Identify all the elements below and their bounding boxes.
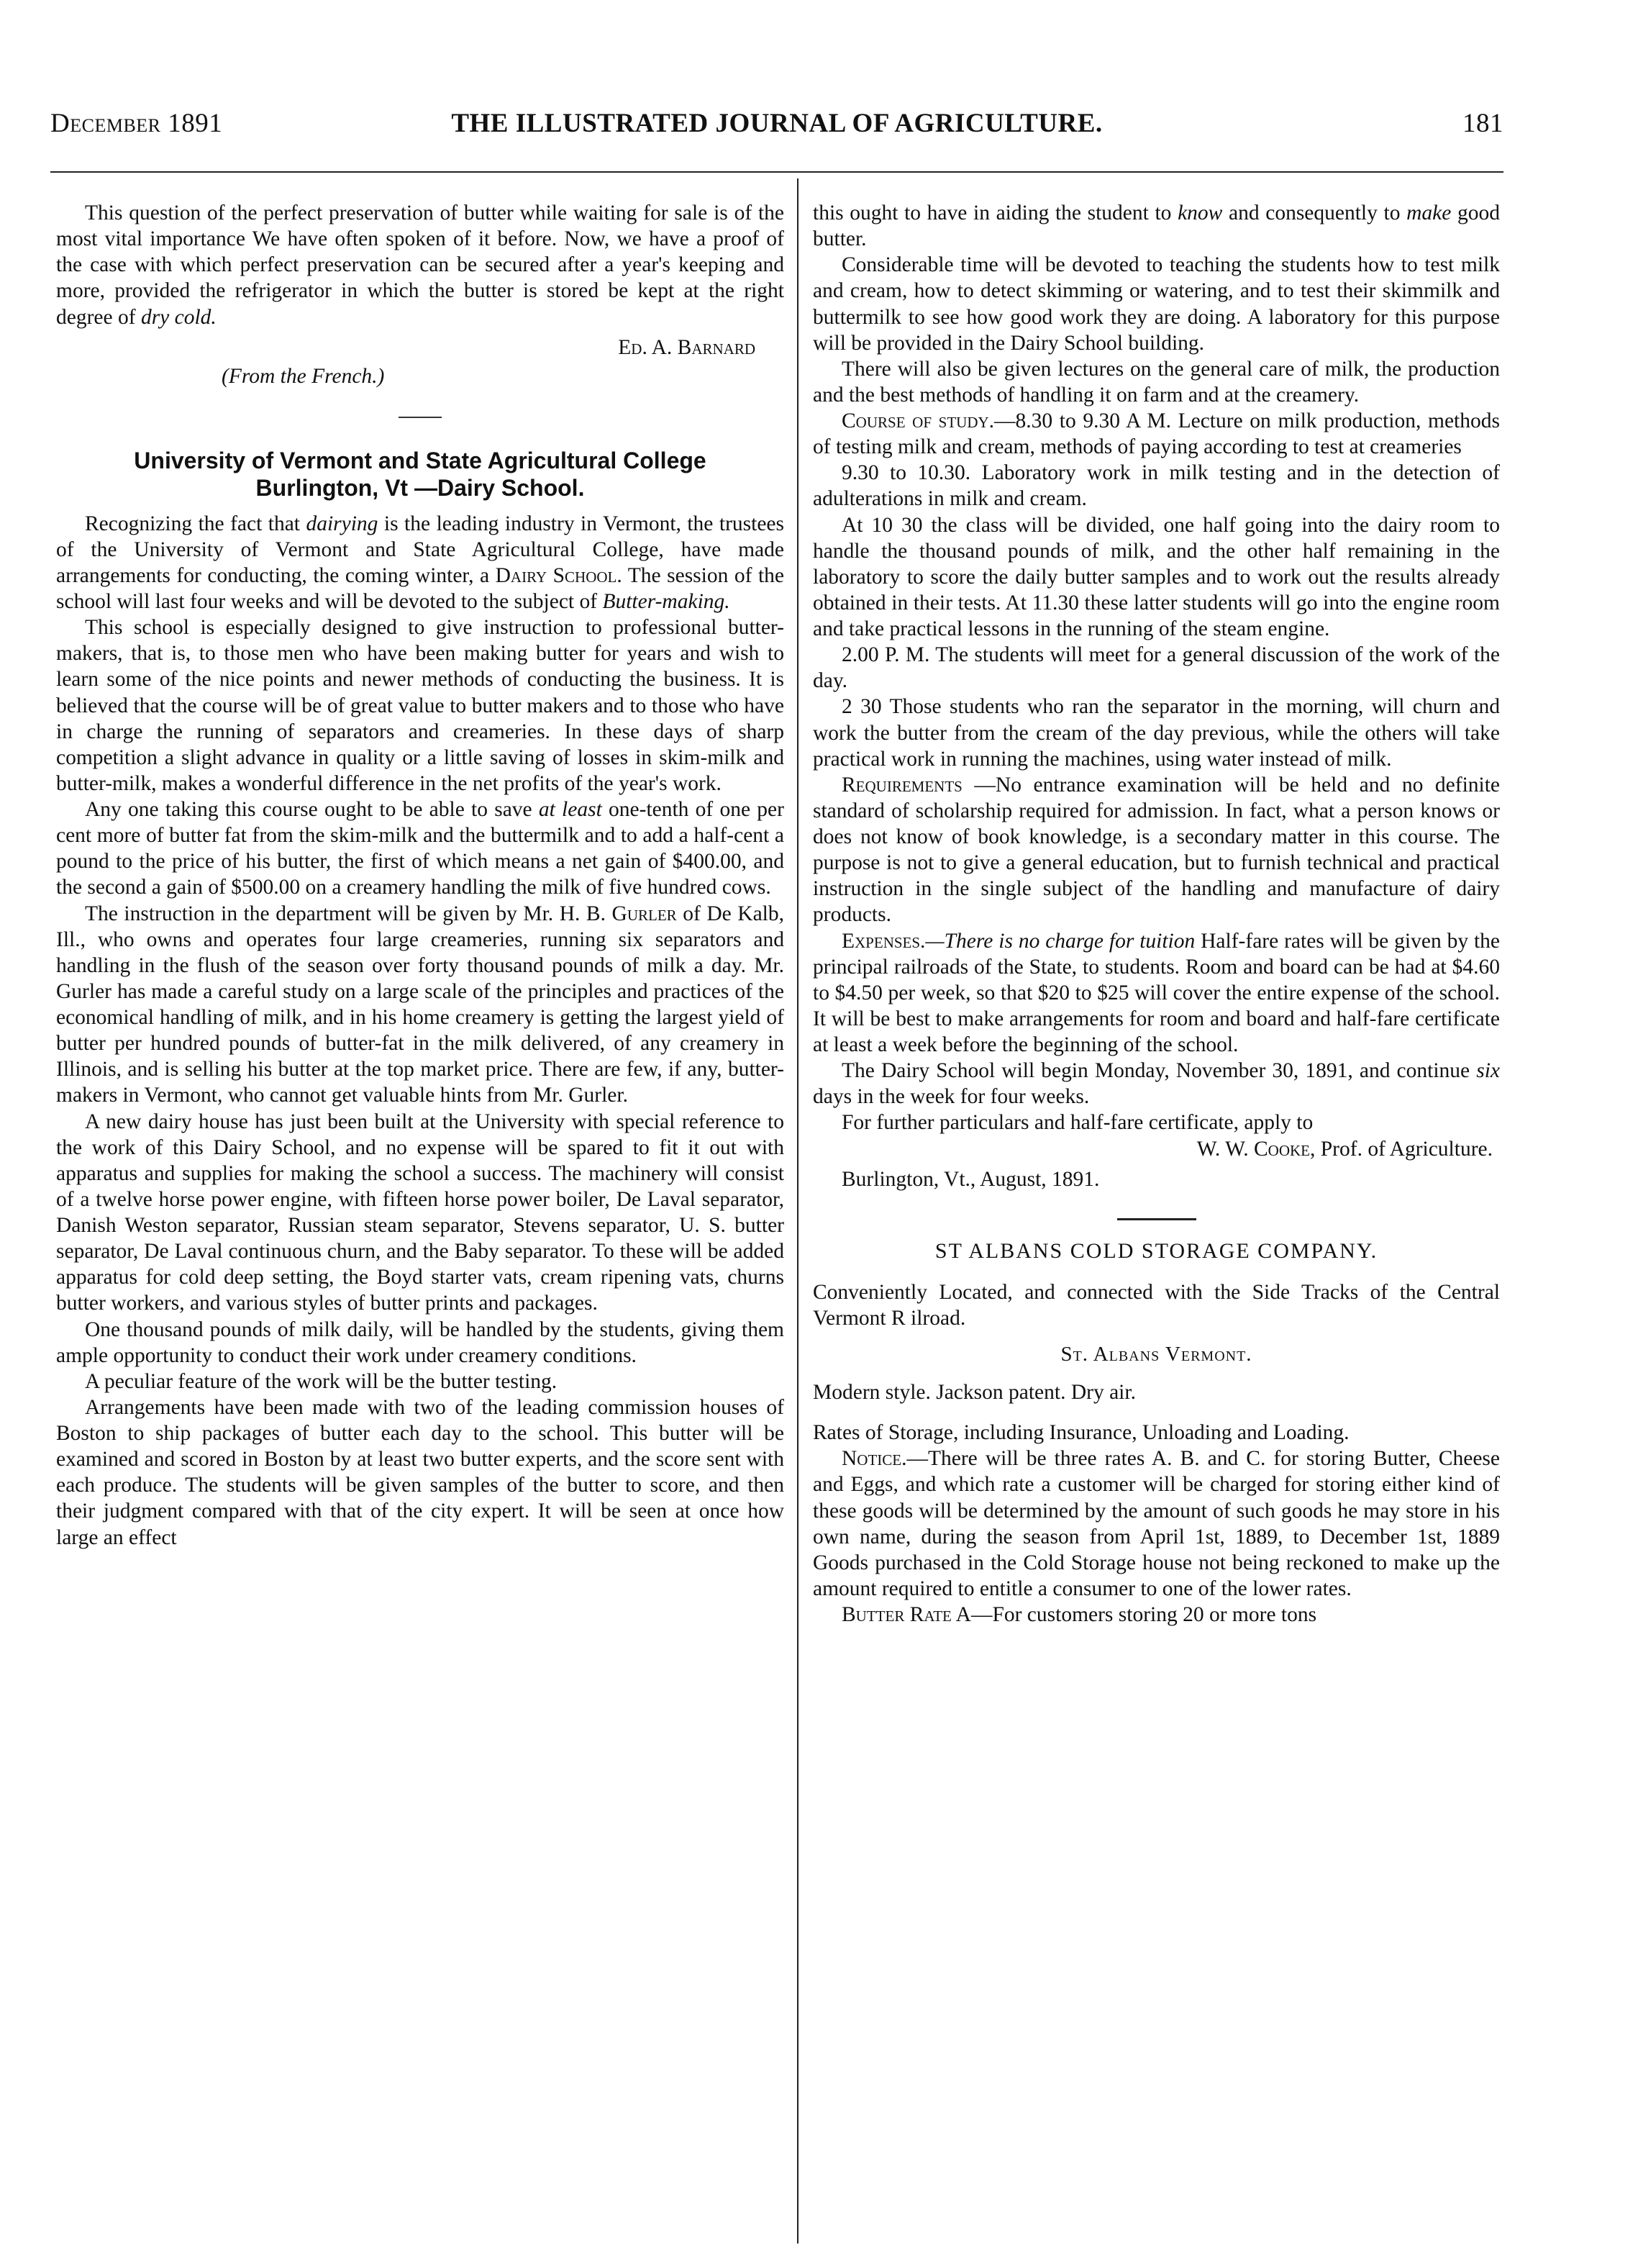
article-paragraph: 2.00 P. M. The students will meet for a general discussion of the work of the day. bbox=[813, 643, 1500, 693]
column-rule bbox=[797, 178, 798, 2244]
journal-title: THE ILLUSTRATED JOURNAL OF AGRICULTURE. bbox=[451, 109, 1103, 138]
article-paragraph: The instruction in the department will be given by Mr. H. B. Gurler of De Kalb, Ill., who owns and operates four large creameries, running six separators and handling in the flush of the season over forty thousand pounds of milk a day. Mr. Gurler has made a careful study on a large scale of the principles and practices of the economical handling of milk, and in his home creamery is getting the largest yield of butter per hundred pounds of butter-fat in the milk delivered, of any creamery in Illinois, and is selling his butter at the top market price. There are few, if any, butter-makers in Vermont, who cannot get valuable hints from Mr. Gurler. bbox=[56, 902, 784, 1107]
article-dateline: Burlington, Vt., August, 1891. bbox=[842, 1167, 1100, 1191]
article-paragraph: 9.30 to 10.30. Laboratory work in milk testing and in the detection of adulterations in milk and cream. bbox=[813, 461, 1500, 511]
page-number: 181 bbox=[1462, 109, 1503, 138]
article-paragraph: One thousand pounds of milk daily, will be handled by the students, giving them ample opportunity to conduct their work under creamery conditions. bbox=[56, 1317, 784, 1367]
separator-rule bbox=[1117, 1218, 1196, 1220]
article-paragraph: Requirements —No entrance examination will be held and no definite standard of scholarship required for admission. In fact, what a person knows or does not know of book knowledge, is a secondary matter in this course. The purpose is not to give a general education, but to furnish technical and practical instruction in the single subject of the handling and manufacture of dairy products. bbox=[813, 773, 1500, 927]
article-paragraph: At 10 30 the class will be divided, one half going into the dairy room to handle the thousand pounds of milk, and the other half remaining in the laboratory to score the daily butter samples and to work out the results already obtained in their tests. At 11.30 these latter students will go into the engine room and take practical lessons in the running of the steam engine. bbox=[813, 513, 1500, 640]
article-paragraph: Considerable time will be devoted to teaching the students how to test milk and cream, how to detect skimming or watering, and to test their skimmilk and buttermilk to see how good work they are doing. A laboratory for this purpose will be provided in the Dairy School building. bbox=[813, 253, 1500, 355]
left-column bbox=[56, 200, 784, 2244]
right-column bbox=[813, 200, 1500, 2244]
intro-signature: Ed. A. Barnard bbox=[618, 335, 755, 359]
ad-paragraph: Butter Rate A—For customers storing 20 or more tons bbox=[842, 1603, 1317, 1626]
running-head bbox=[50, 108, 1503, 151]
ad-paragraph: Conveniently Located, and connected with the Side Tracks of the Central Vermont R ilroad. bbox=[813, 1280, 1500, 1330]
article-paragraph: this ought to have in aiding the student to know and consequently to make good butter. bbox=[813, 201, 1500, 251]
article-paragraph: For further particulars and half-fare certificate, apply to bbox=[842, 1111, 1314, 1135]
article-paragraph: Any one taking this course ought to be able to save at least one-tenth of one per cent more of butter fat from the skim-milk and the buttermilk and to add a half-cent a pound to the price of his butter, the first of which means a net gain of $400.00, and the second a gain of $500.00 on a creamery handling the milk of five hundred cows. bbox=[56, 798, 784, 899]
separator-dash bbox=[399, 417, 442, 418]
ad-paragraph: Notice.—There will be three rates A. B. and C. for storing Butter, Cheese and Eggs, and which rate a customer will be charged for storing either kind of these goods will be determined by the amount of such goods he may store in his own name, during the season from April 1st, 1889, to December 1st, 1889 Goods purchased in the Cold Storage house not being reckoned to make up the amount required to entitle a consumer to one of the lower rates. bbox=[813, 1447, 1500, 1600]
article-paragraph: 2 30 Those students who ran the separator in the morning, will churn and work the butter from the cream of the day previous, while the others will take practical work in running the machines, using water instead of milk. bbox=[813, 695, 1500, 771]
article-paragraph: Expenses.—There is no charge for tuition Half-fare rates will be given by the principal railroads of the State, to students. Room and board can be had at $4.60 to $4.50 per week, so that $20 to $25 will cover the entire expense of the school. It will be best to make arrangements for room and board and half-fare certificate at least a week before the beginning of the school. bbox=[813, 929, 1500, 1056]
header-rule bbox=[50, 171, 1503, 173]
issue-date: December 1891 bbox=[50, 109, 223, 138]
article-paragraph: The Dairy School will begin Monday, November 30, 1891, and continue six days in the week for four weeks. bbox=[813, 1059, 1500, 1109]
article-paragraph: Recognizing the fact that dairying is the leading industry in Vermont, the trustees of the University of Vermont and State Agricultural College, have made arrangements for conducting, the coming winter, a Dairy School. The session of the school will last four weeks and will be devoted to the subject of Butter-making. bbox=[56, 512, 784, 614]
intro-source: (From the French.) bbox=[222, 364, 385, 388]
article-paragraph: Course of study.—8.30 to 9.30 A M. Lecture on milk production, methods of testing milk and cream, methods of paying according to test at creameries bbox=[813, 409, 1500, 459]
ad-paragraph: Rates of Storage, including Insurance, Unloading and Loading. bbox=[813, 1421, 1350, 1445]
article-paragraph: This school is especially designed to give instruction to professional butter-makers, that is, to those men who have been making butter for years and wish to learn some of the nice points and newer methods of conducting the business. It is believed that the course will be of great value to butter makers and to those who have in charge the running of separators and creameries. In these days of sharp competition a slight advance in quality or a little saving of losses in skim-milk and butter-milk, makes a wonderful difference in the net profits of the year's work. bbox=[56, 616, 784, 795]
article-paragraph: Arrangements have been made with two of the leading commission houses of Boston to ship packages of butter each day to the school. This butter will be examined and scored in Boston by at least two butter experts, and the score sent with each produce. The students will be given samples of the butter to score, and then their judgment compared with that of the city expert. It will be seen at once how large an effect bbox=[56, 1395, 784, 1549]
article-paragraph: A peculiar feature of the work will be the butter testing. bbox=[85, 1369, 558, 1393]
ad-paragraph: Modern style. Jackson patent. Dry air. bbox=[813, 1381, 1136, 1404]
article-signature: W. W. Cooke, Prof. of Agriculture. bbox=[1196, 1137, 1493, 1161]
advertisement-title: ST ALBANS COLD STORAGE COMPANY. bbox=[934, 1238, 1378, 1263]
article-paragraph: A new dairy house has just been built at the University with special reference to the work of this Dairy School, and no expense will be spared to fit it out with apparatus and supplies for making the school a success. The machinery will consist of a twelve horse power engine, with fifteen horse power boiler, De Laval separator, Danish Weston separator, Russian steam separator, Stevens separator, U. S. butter separator, De Laval continuous churn, and the Baby separator. To these will be added apparatus for cold deep setting, the Boyd starter vats, cream ripening vats, churns butter workers, and various styles of butter prints and packages. bbox=[56, 1110, 784, 1315]
article-paragraph: There will also be given lectures on the general care of milk, the production and the best methods of handling it on farm and at the creamery. bbox=[813, 357, 1500, 407]
intro-paragraph: This question of the perfect preservation of butter while waiting for sale is of the most vital importance We have often spoken of it before. Now, we have a proof of the case with which perfect preservation can be secured after a year's keeping and more, provided the refrigerator in which the butter is stored be kept at the right degree of dry cold. bbox=[56, 201, 784, 329]
ad-place: St. Albans Vermont. bbox=[1060, 1343, 1252, 1366]
article-title: University of Vermont and State Agricultural College Burlington, Vt —Dairy School. bbox=[134, 447, 706, 502]
